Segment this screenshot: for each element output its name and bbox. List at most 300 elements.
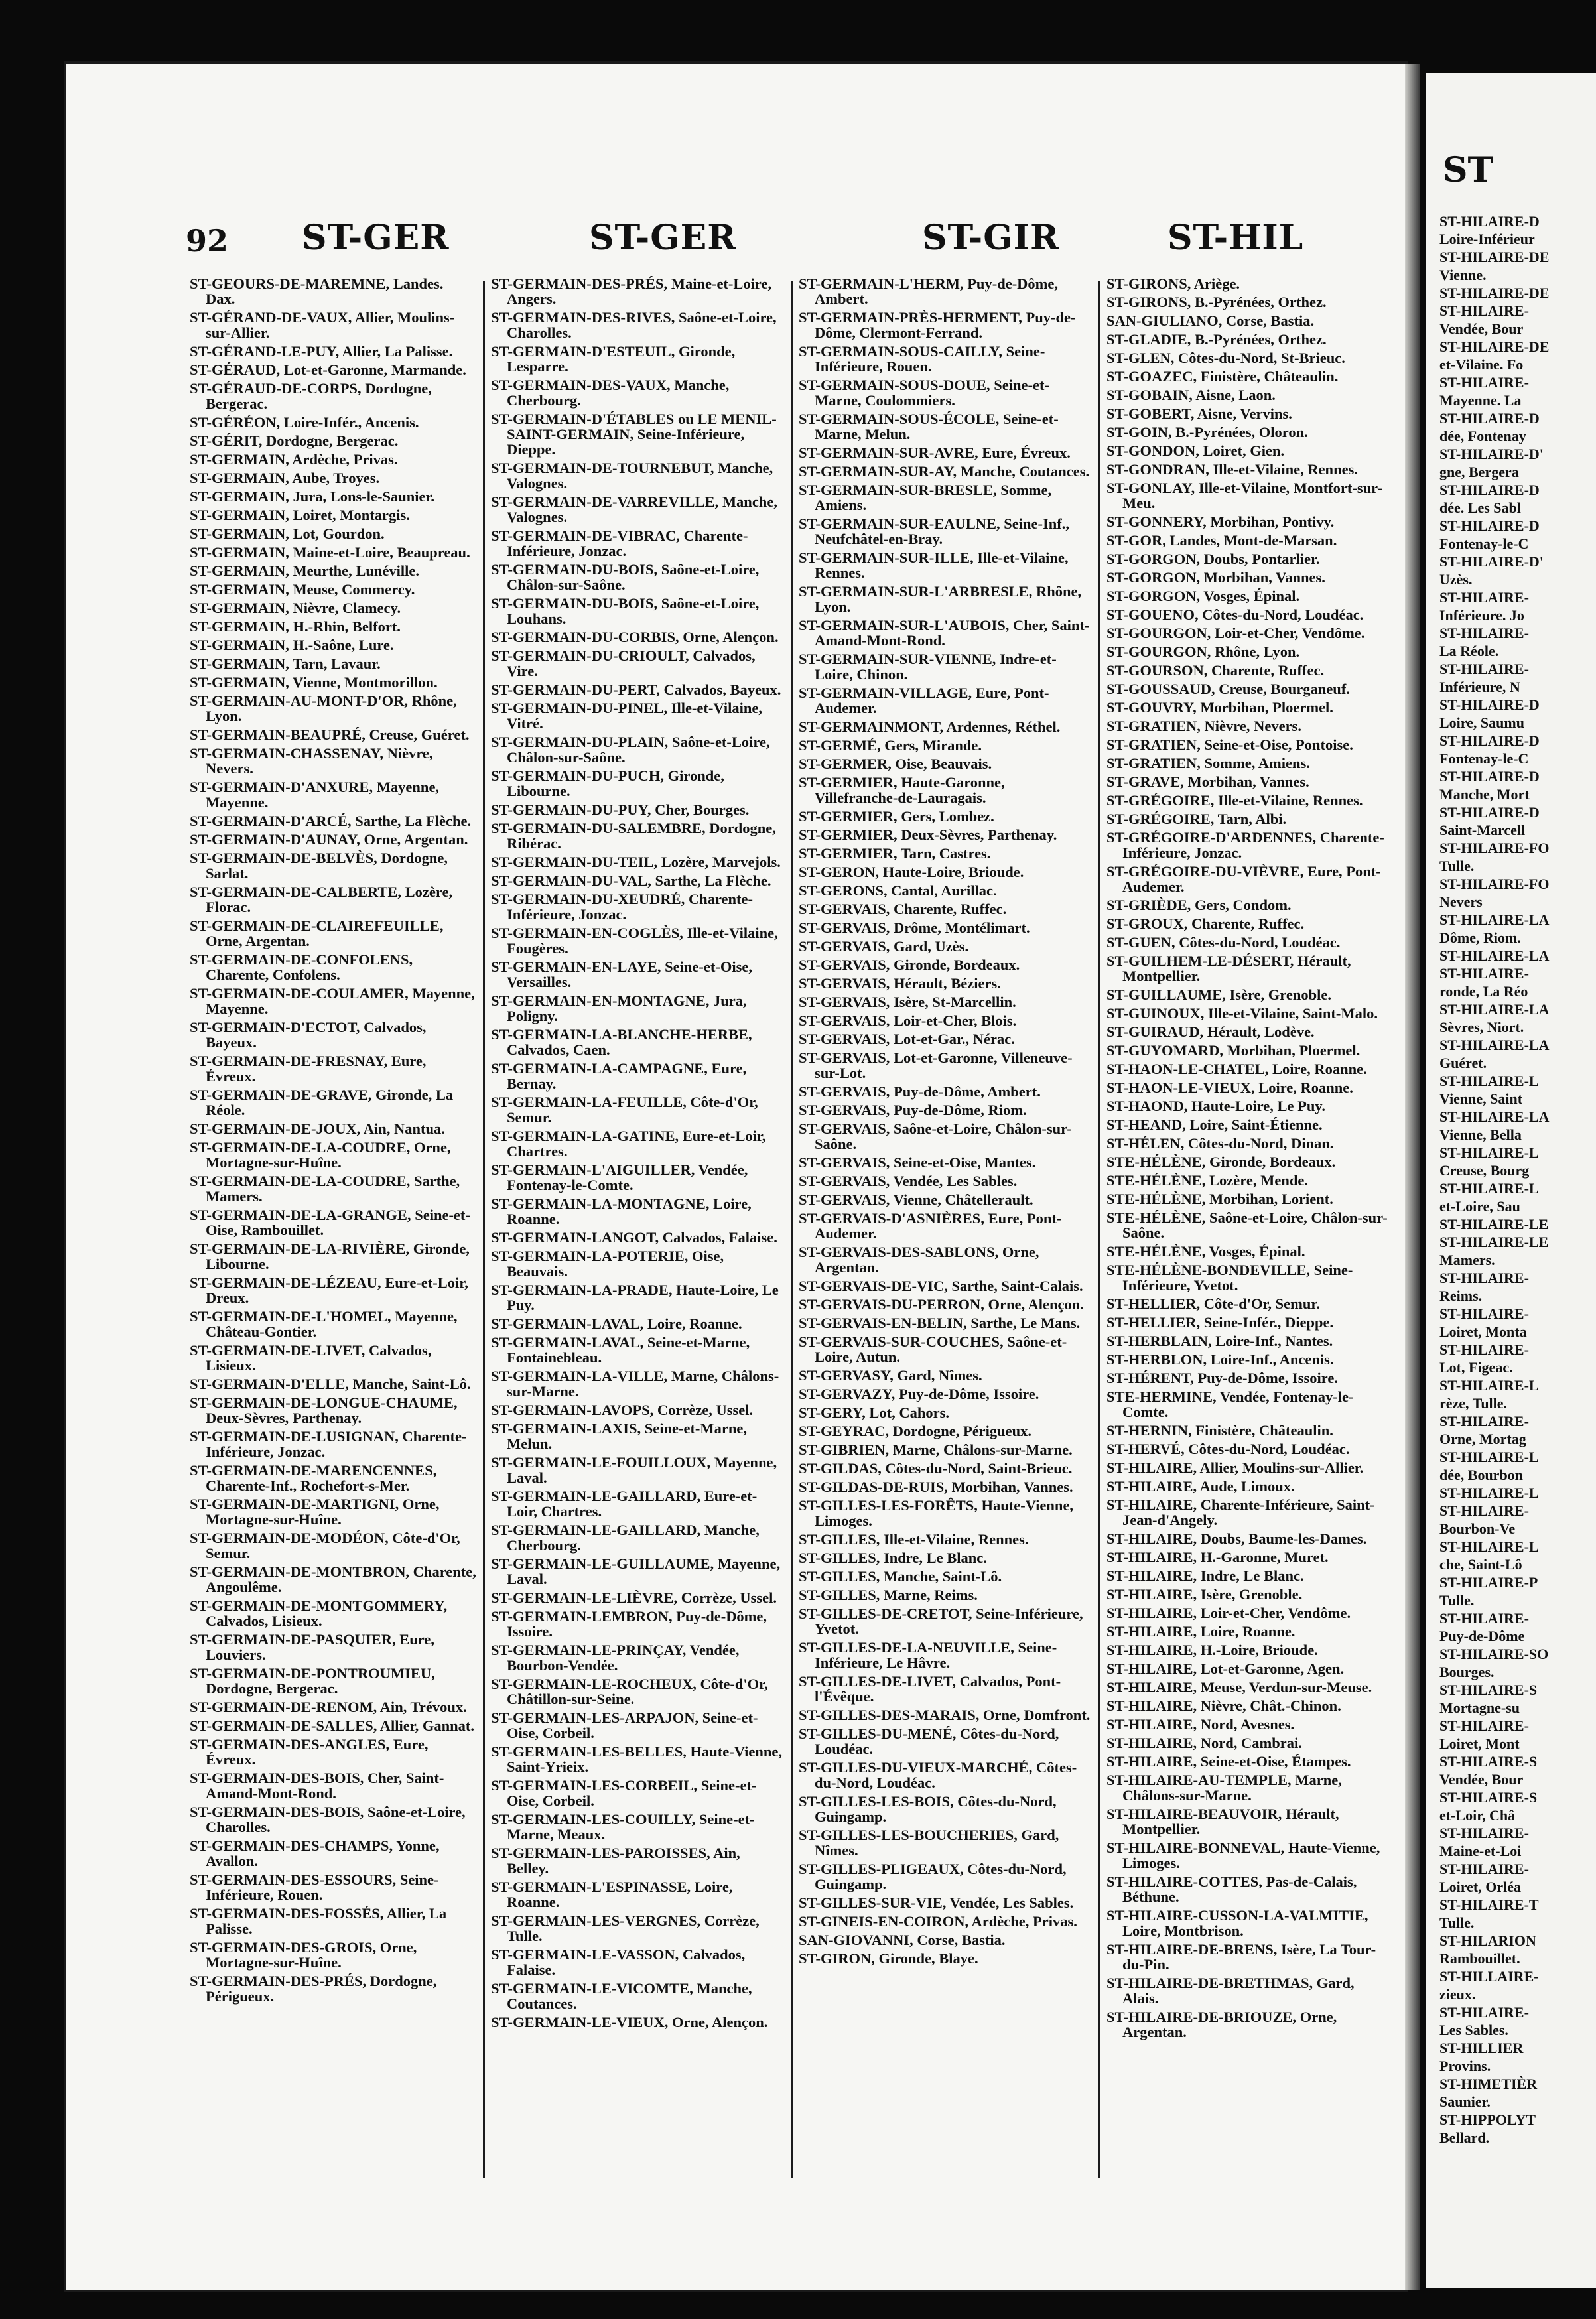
adjacent-page-line: ST-HILAIRE-P [1439,1574,1538,1591]
adjacent-page-line: et-Loir, Châ [1439,1807,1516,1823]
gazetteer-entry: ST-GERMAINMONT, Ardennes, Réthel. [799,718,1061,735]
gazetteer-entry: ST-GILLES-PLIGEAUX, Côtes-du-Nord, Guingamp. [799,1861,1067,1892]
gazetteer-entry: ST-GERMAIN-PRÈS-HERMENT, Puy-de-Dôme, Clermont-Ferrand. [799,309,1076,341]
gazetteer-entry: ST-GERONS, Cantal, Aurillac. [799,882,997,899]
gazetteer-entry: ST-HÉLEN, Côtes-du-Nord, Dinan. [1106,1135,1334,1152]
gazetteer-entry: ST-HILAIRE, Lot-et-Garonne, Agen. [1106,1660,1345,1677]
gazetteer-entry: ST-GERMAIN-SOUS-DOUE, Seine-et-Marne, Coulommiers. [799,377,1049,409]
gazetteer-entry: ST-GERMAIN-LE-GAILLARD, Eure-et-Loir, Chartres. [491,1488,758,1520]
adjacent-page-line: ST-HILAIRE-SO [1439,1646,1549,1662]
adjacent-page-line: ST-HILAIRE-LA [1439,1001,1550,1018]
adjacent-page-line: ST-HILAIRE-D [1439,732,1540,749]
gazetteer-entry: ST-HERBLAIN, Loire-Inf., Nantes. [1106,1333,1333,1349]
adjacent-page-line: ST-HILAIRE-S [1439,1753,1538,1770]
gazetteer-entry: ST-GERMAIN-LE-VIEUX, Orne, Alençon. [491,2014,768,2030]
gazetteer-entry: ST-GERVAIS, Puy-de-Dôme, Ambert. [799,1083,1041,1100]
gazetteer-entry: ST-GUIRAUD, Hérault, Lodève. [1106,1024,1315,1040]
adjacent-page-line: ST-HILAIRE-S [1439,1682,1538,1698]
adjacent-page [1426,73,1596,2288]
adjacent-page-line: ronde, La Réo [1439,983,1528,1000]
gazetteer-entry: ST-GERMAIN-AU-MONT-D'OR, Rhône, Lyon. [190,693,457,724]
gazetteer-entry: ST-HEAND, Loire, Saint-Étienne. [1106,1116,1323,1133]
gazetteer-entry: ST-GEYRAC, Dordogne, Périgueux. [799,1423,1032,1439]
adjacent-page-line: ST-HILAIRE-DE [1439,338,1550,355]
gazetteer-entry: ST-GERMAIN-DES-GROIS, Orne, Mortagne-sur-Huîne. [190,1939,417,1971]
gazetteer-entry: ST-GERMAIN-DES-VAUX, Manche, Cherbourg. [491,377,730,409]
adjacent-page-line: Saint-Marcell [1439,822,1526,838]
adjacent-page-line: ST-HILAIRE-L [1439,1538,1539,1555]
adjacent-page-line: Orne, Mortag [1439,1431,1526,1447]
adjacent-page-line: ST-HILLAIRE- [1439,1968,1539,1985]
gazetteer-entry: ST-GERMAIN-LA-PRADE, Haute-Loire, Le Puy. [491,1282,779,1313]
adjacent-page-line: ST-HILAIRE- [1439,965,1529,982]
gazetteer-entry: ST-GERMAIN-LE-ROCHEUX, Côte-d'Or, Châtillon-sur-Seine. [491,1676,768,1707]
gazetteer-entry: ST-GERMAIN-LES-COUILLY, Seine-et-Marne, Meaux. [491,1811,755,1843]
gazetteer-entry: ST-HERBLON, Loire-Inf., Ancenis. [1106,1351,1334,1368]
gazetteer-entry: ST-GERY, Lot, Cahors. [799,1404,949,1421]
gazetteer-entry: ST-GERMAIN-LA-GATINE, Eure-et-Loir, Chartres. [491,1128,766,1160]
gazetteer-entry: ST-GERMAIN-CHASSENAY, Nièvre, Nevers. [190,745,433,777]
adjacent-page-line: ST-HILAIRE- [1439,1502,1529,1519]
gazetteer-entry: ST-GERMAIN-LANGOT, Calvados, Falaise. [491,1229,777,1246]
gazetteer-entry: ST-GERVAIS, Loir-et-Cher, Blois. [799,1012,1017,1029]
adjacent-page-line: Bellard. [1439,2129,1490,2146]
gazetteer-entry: ST-GERMAIN-DE-SALLES, Allier, Gannat. [190,1717,475,1734]
gazetteer-entry: ST-HILAIRE, Seine-et-Oise, Étampes. [1106,1753,1351,1770]
entry-column-4 [1106,276,1393,2200]
gazetteer-entry: ST-GOIN, B.-Pyrénées, Oloron. [1106,424,1308,440]
gazetteer-entry: ST-GONLAY, Ille-et-Vilaine, Montfort-sur-Meu. [1106,480,1382,511]
gazetteer-entry: ST-HELLIER, Seine-Infér., Dieppe. [1106,1314,1334,1331]
gazetteer-entry: ST-GERMAIN-LAXIS, Seine-et-Marne, Melun. [491,1420,748,1452]
gazetteer-entry: ST-GERMAIN-DE-JOUX, Ain, Nantua. [190,1120,445,1137]
gazetteer-entry: ST-GERMAIN-LA-VILLE, Marne, Châlons-sur-Marne. [491,1368,779,1400]
adjacent-page-line: ST-HILAIRE-DE [1439,249,1550,265]
gazetteer-entry: ST-GERMAIN-DU-VAL, Sarthe, La Flèche. [491,872,771,889]
gazetteer-entry: ST-HILAIRE, Charente-Inférieure, Saint-Jean-d'Angely. [1106,1496,1375,1528]
adjacent-page-line: Bourges. [1439,1664,1495,1680]
gazetteer-entry: ST-GIRON, Gironde, Blaye. [799,1950,978,1967]
gazetteer-entry: ST-GERMAIN-LAVAL, Seine-et-Marne, Fontainebleau. [491,1334,750,1366]
adjacent-page-line: Guéret. [1439,1055,1487,1071]
gazetteer-entry: ST-GÉRAND-LE-PUY, Allier, La Palisse. [190,343,453,360]
gazetteer-entry: ST-GERMAIN-DE-MONTGOMMERY, Calvados, Lisieux. [190,1597,448,1629]
gazetteer-entry: ST-GERMAIN-LEMBRON, Puy-de-Dôme, Issoire. [491,1608,767,1640]
gazetteer-entry: ST-GERMAIN-SUR-BRESLE, Somme, Amiens. [799,482,1052,513]
gazetteer-entry: ST-GIBRIEN, Marne, Châlons-sur-Marne. [799,1441,1073,1458]
adjacent-page-line: Vienne. [1439,267,1487,283]
gazetteer-entry: ST-GOBERT, Aisne, Vervins. [1106,405,1292,422]
gazetteer-entry: ST-GERVAIS, Hérault, Béziers. [799,975,1001,992]
gazetteer-entry: ST-GERMAIN-VILLAGE, Eure, Pont-Audemer. [799,685,1049,716]
gazetteer-entry: ST-GILLES, Indre, Le Blanc. [799,1550,987,1566]
gazetteer-entry: ST-GERMAIN-LAVOPS, Corrèze, Ussel. [491,1402,754,1418]
gazetteer-entry: ST-GUILHEM-LE-DÉSERT, Hérault, Montpellier. [1106,953,1351,984]
gazetteer-entry: ST-GERVAIS, Vienne, Châtellerault. [799,1191,1033,1208]
adjacent-page-line: ST-HILAIRE- [1439,625,1529,641]
gazetteer-entry: ST-GUEN, Côtes-du-Nord, Loudéac. [1106,934,1341,951]
adjacent-page-line: ST-HILAIRE-DE [1439,285,1550,301]
gazetteer-entry: ST-HILAIRE, Meuse, Verdun-sur-Meuse. [1106,1679,1372,1695]
gazetteer-entry: STE-HÉLÈNE, Vosges, Épinal. [1106,1243,1305,1260]
adjacent-page-line: Vendée, Bour [1439,320,1524,337]
gazetteer-entry: ST-GERVAIS-DU-PERRON, Orne, Alençon. [799,1296,1084,1313]
gazetteer-entry: ST-GERMAIN-DES-FOSSÉS, Allier, La Palisse. [190,1905,447,1937]
adjacent-page-line: Inférieure, N [1439,679,1520,695]
gazetteer-entry: ST-GERVAIS, Puy-de-Dôme, Riom. [799,1102,1027,1118]
gazetteer-entry: ST-GOAZEC, Finistère, Châteaulin. [1106,368,1339,385]
adjacent-page-line: Tulle. [1439,1914,1475,1931]
adjacent-page-line: ST-HILAIRE- [1439,661,1529,677]
gazetteer-entry: ST-HILAIRE, H.-Loire, Brioude. [1106,1642,1318,1658]
gazetteer-entry: ST-GERMAIN-LE-VICOMTE, Manche, Coutances. [491,1980,752,2012]
gazetteer-entry: ST-GERMAIN-D'ELLE, Manche, Saint-Lô. [190,1376,471,1392]
gazetteer-entry: ST-GERVAIS-DES-SABLONS, Orne, Argentan. [799,1244,1039,1276]
gazetteer-entry: ST-GÉRÉON, Loire-Infér., Ancenis. [190,414,419,431]
column-header-4: ST-HIL [1167,218,1304,258]
gazetteer-entry: ST-GEOURS-DE-MAREMNE, Landes. Dax. [190,276,444,307]
adjacent-page-line: ST-HILAIRE- [1439,1341,1529,1358]
gazetteer-entry: ST-GERMAIN-LE-FOUILLOUX, Mayenne, Laval. [491,1454,777,1486]
adjacent-page-line: dée, Bourbon [1439,1467,1523,1483]
gazetteer-entry: ST-HILAIRE, Aude, Limoux. [1106,1478,1295,1494]
adjacent-page-line: Dôme, Riom. [1439,929,1521,946]
gazetteer-entry: ST-GILLES-DE-CRETOT, Seine-Inférieure, Yvetot. [799,1605,1083,1637]
adjacent-page-line: ST-HILAIRE- [1439,302,1529,319]
adjacent-page-line: Loire, Saumu [1439,714,1524,731]
adjacent-page-line: ST-HILAIRE- [1439,1861,1529,1877]
adjacent-page-line: ST-HILAIRE- [1439,589,1529,606]
gazetteer-entry: ST-GERMAIN-D'ECTOT, Calvados, Bayeux. [190,1019,427,1051]
adjacent-page-line: et-Loire, Sau [1439,1198,1520,1215]
gazetteer-entry: ST-GÉRIT, Dordogne, Bergerac. [190,432,399,449]
gazetteer-entry: ST-GERMAIN-LAVAL, Loire, Roanne. [491,1315,742,1332]
gazetteer-entry: ST-GOURGON, Rhône, Lyon. [1106,643,1300,660]
gazetteer-entry: ST-GLEN, Côtes-du-Nord, St-Brieuc. [1106,350,1345,366]
page-edge-shadow [1405,64,1420,2290]
gazetteer-entry: ST-GILLES-DU-MENÉ, Côtes-du-Nord, Loudéac. [799,1725,1059,1757]
gazetteer-entry: ST-GERMAIN-DU-CORBIS, Orne, Alençon. [491,629,779,645]
gazetteer-entry: ST-GERMAIN-DU-SALEMBRE, Dordogne, Ribérac. [491,820,776,852]
adjacent-page-line: et-Vilaine. Fo [1439,356,1524,373]
gazetteer-entry: ST-GERMAIN-LA-POTERIE, Oise, Beauvais. [491,1248,724,1280]
gazetteer-entry: ST-GERMAIN-DE-CLAIREFEUILLE, Orne, Argentan. [190,917,444,949]
gazetteer-entry: ST-GILLES-DE-LIVET, Calvados, Pont-l'Évêque. [799,1673,1061,1705]
adjacent-page-line: che, Saint-Lô [1439,1556,1522,1573]
gazetteer-entry: ST-GERMAIN-LA-MONTAGNE, Loire, Roanne. [491,1195,752,1227]
gazetteer-entry: ST-GOR, Landes, Mont-de-Marsan. [1106,532,1337,549]
gazetteer-entry: ST-GERMÉ, Gers, Mirande. [799,737,982,754]
gazetteer-entry: ST-HILAIRE, H.-Garonne, Muret. [1106,1549,1329,1565]
gazetteer-entry: ST-GERVAIS, Gironde, Bordeaux. [799,957,1020,973]
adjacent-page-line: Tulle. [1439,858,1475,874]
gazetteer-entry: SAN-GIOVANNI, Corse, Bastia. [799,1932,1006,1948]
gazetteer-entry: ST-GERMAIN-DE-LIVET, Calvados, Lisieux. [190,1342,432,1374]
adjacent-page-line: ST-HILAIRE-LA [1439,911,1550,928]
gazetteer-entry: ST-HILAIRE, Nièvre, Chât.-Chinon. [1106,1697,1341,1714]
gazetteer-entry: ST-GERMAIN-L'HERM, Puy-de-Dôme, Ambert. [799,276,1059,307]
gazetteer-entry: ST-GERMAIN-EN-COGLÈS, Ille-et-Vilaine, Fougères. [491,925,778,957]
adjacent-page-line: ST-HIMETIÈR [1439,2076,1538,2092]
gazetteer-entry: ST-GERMAIN, Meurthe, Lunéville. [190,563,420,579]
column-header-1: ST-GER [302,218,450,258]
gazetteer-entry: ST-GILDAS, Côtes-du-Nord, Saint-Brieuc. [799,1460,1073,1477]
adjacent-page-line: ST-HILAIRE- [1439,1717,1529,1734]
adjacent-page-column [1439,214,1596,2148]
gazetteer-entry: ST-GILLES-LES-BOIS, Côtes-du-Nord, Guingamp. [799,1793,1057,1825]
gazetteer-entry: ST-GERMAIN-DE-LUSIGNAN, Charente-Inférieure, Jonzac. [190,1428,467,1460]
gazetteer-entry: ST-GERMAIN-DE-VARREVILLE, Manche, Valognes. [491,494,777,525]
gazetteer-entry: ST-GUINOUX, Ille-et-Vilaine, Saint-Malo. [1106,1005,1378,1022]
gazetteer-entry: ST-GERMAIN-LE-GAILLARD, Manche, Cherbourg. [491,1522,760,1554]
gazetteer-entry: STE-HÉLÈNE, Saône-et-Loire, Châlon-sur-Saône. [1106,1209,1388,1241]
gazetteer-entry: ST-GROUX, Charente, Ruffec. [1106,915,1305,932]
gazetteer-entry: ST-GERVAIS, Seine-et-Oise, Mantes. [799,1154,1036,1171]
gazetteer-entry: ST-GERMAIN-DU-PUCH, Gironde, Libourne. [491,767,724,799]
entry-column-3 [799,276,1091,2200]
adjacent-page-line: Provins. [1439,2058,1491,2074]
column-header-3: ST-GIR [922,218,1060,258]
gazetteer-entry: ST-GERVAIS, Saône-et-Loire, Châlon-sur-Saône. [799,1120,1072,1152]
gazetteer-entry: ST-GERMAIN-SOUS-ÉCOLE, Seine-et-Marne, Melun. [799,411,1059,442]
gazetteer-entry: ST-GERMAIN-DE-PONTROUMIEU, Dordogne, Bergerac. [190,1665,435,1697]
gazetteer-entry: ST-HERNIN, Finistère, Châteaulin. [1106,1422,1333,1439]
adjacent-page-line: ST-HILAIRE-D [1439,482,1540,498]
gazetteer-entry: ST-GERMIER, Haute-Garonne, Villefranche-de-Lauragais. [799,774,1005,806]
gazetteer-entry: ST-GERMAIN, Aube, Troyes. [190,470,380,486]
adjacent-page-line: ST-HILAIRE- [1439,1270,1529,1286]
gazetteer-entry: ST-GILLES, Marne, Reims. [799,1587,978,1603]
gazetteer-entry: ST-GERMAIN-LA-CAMPAGNE, Eure, Bernay. [491,1060,747,1092]
adjacent-page-line: ST-HILAIRE-D [1439,517,1540,534]
gazetteer-entry: ST-GERVAZY, Puy-de-Dôme, Issoire. [799,1386,1039,1402]
gazetteer-entry: ST-GRAVE, Morbihan, Vannes. [1106,773,1309,790]
gazetteer-entry: ST-GOURGON, Loir-et-Cher, Vendôme. [1106,625,1365,641]
adjacent-page-line: rèze, Tulle. [1439,1395,1508,1412]
gazetteer-entry: ST-GERMAIN, Lot, Gourdon. [190,525,385,542]
adjacent-page-line: ST-HILAIRE- [1439,1610,1529,1626]
adjacent-page-line: Puy-de-Dôme [1439,1628,1525,1644]
adjacent-page-line: ST-HILAIRE- [1439,2004,1529,2021]
adjacent-page-line: Les Sables. [1439,2022,1508,2038]
gazetteer-entry: ST-GERMAIN-DE-CALBERTE, Lozère, Florac. [190,884,453,915]
gazetteer-entry: ST-GERMAIN-LE-GUILLAUME, Mayenne, Laval. [491,1556,781,1587]
adjacent-page-line: Vendée, Bour [1439,1771,1524,1788]
gazetteer-entry: ST-HILAIRE-DE-BRIOUZE, Orne, Argentan. [1106,2009,1337,2040]
adjacent-page-line: Creuse, Bourg [1439,1162,1530,1179]
gazetteer-entry: ST-GERMAIN-SUR-EAULNE, Seine-Inf., Neufchâtel-en-Bray. [799,515,1069,547]
gazetteer-entry: ST-GERMIER, Tarn, Castres. [799,845,991,862]
gazetteer-entry: ST-GERMAIN, Maine-et-Loire, Beaupreau. [190,544,470,561]
gazetteer-entry: ST-GERMAIN-DES-PRÉS, Maine-et-Loire, Angers. [491,276,772,307]
adjacent-page-line: ST-HILAIRE-LA [1439,1108,1550,1125]
gazetteer-entry: ST-HILAIRE-AU-TEMPLE, Marne, Châlons-sur-Marne. [1106,1772,1342,1804]
gazetteer-entry: ST-GERMAIN-LES-PAROISSES, Ain, Belley. [491,1845,740,1877]
gazetteer-entry: ST-GERVAIS, Gard, Uzès. [799,938,969,955]
gazetteer-entry: ST-GERMAIN-DES-BOIS, Cher, Saint-Amand-Mont-Rond. [190,1770,444,1802]
gazetteer-entry: ST-GILLES-DES-MARAIS, Orne, Domfront. [799,1707,1091,1723]
adjacent-page-line: ST-HILAIRE- [1439,1413,1529,1429]
gazetteer-entry: ST-GRÉGOIRE-D'ARDENNES, Charente-Inférieure, Jonzac. [1106,829,1384,861]
adjacent-page-line: ST-HILAIRE-D [1439,213,1540,230]
gazetteer-entry: ST-GERMAIN-LES-VERGNES, Corrèze, Tulle. [491,1912,760,1944]
gazetteer-entry: ST-GERMAIN-DU-XEUDRÉ, Charente-Inférieure, Jonzac. [491,891,754,923]
gazetteer-entry: STE-HÉLÈNE, Gironde, Bordeaux. [1106,1154,1336,1170]
gazetteer-entry: STE-HÉLÈNE, Lozère, Mende. [1106,1172,1308,1189]
gazetteer-entry: ST-GONDRAN, Ille-et-Vilaine, Rennes. [1106,461,1358,478]
gazetteer-entry: ST-GERON, Haute-Loire, Brioude. [799,864,1024,880]
gazetteer-entry: ST-GERVASY, Gard, Nîmes. [799,1367,982,1384]
gazetteer-entry: ST-HAON-LE-VIEUX, Loire, Roanne. [1106,1079,1353,1096]
entry-column-1 [190,276,476,2200]
adjacent-page-line: ST-HILLIER [1439,2040,1524,2056]
gazetteer-entry: ST-GORGON, Vosges, Épinal. [1106,588,1300,604]
gazetteer-entry: ST-HILAIRE, Nord, Avesnes. [1106,1716,1295,1733]
gazetteer-entry: ST-HÉRENT, Puy-de-Dôme, Issoire. [1106,1370,1338,1386]
adjacent-page-line: ST-HILAIRE-T [1439,1896,1539,1913]
gazetteer-entry: ST-GERMAIN-D'ARCÉ, Sarthe, La Flèche. [190,813,472,829]
adjacent-page-line: ST-HIPPOLYT [1439,2111,1536,2128]
gazetteer-entry: ST-HILAIRE, Allier, Moulins-sur-Allier. [1106,1459,1364,1476]
gazetteer-entry: ST-GERMAIN, Jura, Lons-le-Saunier. [190,488,435,505]
adjacent-page-line: ST-HILAIRE-LA [1439,947,1550,964]
adjacent-page-line: ST-HILARION [1439,1932,1536,1949]
adjacent-page-line: ST-HILAIRE-D [1439,410,1540,427]
gazetteer-entry: ST-GERMAIN-EN-MONTAGNE, Jura, Poligny. [491,992,747,1024]
gazetteer-entry: ST-GOUSSAUD, Creuse, Bourganeuf. [1106,681,1350,697]
gazetteer-entry: ST-GERMIER, Gers, Lombez. [799,808,994,825]
adjacent-page-line: Loiret, Mont [1439,1735,1520,1752]
gazetteer-entry: ST-GERMAIN, Tarn, Lavaur. [190,655,381,672]
gazetteer-entry: ST-GORGON, Doubs, Pontarlier. [1106,551,1320,567]
column-rule [483,281,485,2178]
gazetteer-entry: ST-GERMAIN-DU-PLAIN, Saône-et-Loire, Châlon-sur-Saône. [491,734,770,765]
gazetteer-entry: ST-GERMAIN-LE-VASSON, Calvados, Falaise. [491,1946,746,1978]
gazetteer-entry: ST-GERMER, Oise, Beauvais. [799,756,992,772]
gazetteer-entry: ST-GERMAIN-DU-BOIS, Saône-et-Loire, Louhans. [491,595,760,627]
adjacent-page-line: ST-HILAIRE-L [1439,1180,1539,1197]
gazetteer-entry: ST-GERMAIN-DE-CONFOLENS, Charente, Confolens. [190,951,413,983]
gazetteer-entry: ST-GILLES, Manche, Saint-Lô. [799,1568,1002,1585]
gazetteer-entry: ST-GERMAIN-DES-RIVES, Saône-et-Loire, Charolles. [491,309,777,341]
gazetteer-entry: ST-GERMAIN-DE-L'HOMEL, Mayenne, Château-Gontier. [190,1308,458,1340]
adjacent-page-line: Bourbon-Ve [1439,1520,1516,1537]
gazetteer-entry: ST-GRATIEN, Nièvre, Nevers. [1106,718,1301,734]
gazetteer-entry: ST-GERVAIS-DE-VIC, Sarthe, Saint-Calais. [799,1278,1083,1294]
gazetteer-entry: ST-HELLIER, Côte-d'Or, Semur. [1106,1295,1320,1312]
gazetteer-entry: ST-GERMAIN, Nièvre, Clamecy. [190,600,401,616]
adjacent-page-line: ST-HILAIRE-D' [1439,553,1544,570]
gazetteer-entry: STE-HERMINE, Vendée, Fontenay-le-Comte. [1106,1388,1354,1420]
gazetteer-entry: STE-HÉLÈNE-BONDEVILLE, Seine-Inférieure, Yvetot. [1106,1262,1353,1293]
gazetteer-entry: ST-GERMAIN-DE-PASQUIER, Eure, Louviers. [190,1631,434,1663]
gazetteer-entry: ST-GERMAIN-SUR-VIENNE, Indre-et-Loire, Chinon. [799,651,1057,683]
gazetteer-entry: ST-GORGON, Morbihan, Vannes. [1106,569,1325,586]
gazetteer-entry: ST-GILLES-LES-FORÊTS, Haute-Vienne, Limoges. [799,1497,1074,1529]
gazetteer-entry: ST-GOUENO, Côtes-du-Nord, Loudéac. [1106,606,1364,623]
adjacent-page-line: Mortagne-su [1439,1699,1520,1716]
gazetteer-entry: ST-GERMAIN-SUR-AY, Manche, Coutances. [799,463,1090,480]
gazetteer-entry: ST-GILLES, Ille-et-Vilaine, Rennes. [799,1531,1029,1548]
gazetteer-entry: ST-HILAIRE, Nord, Cambrai. [1106,1735,1302,1751]
running-header [66,215,1405,261]
gazetteer-entry: ST-GUILLAUME, Isère, Grenoble. [1106,986,1331,1003]
gazetteer-entry: ST-GONDON, Loiret, Gien. [1106,442,1285,459]
gazetteer-entry: ST-GERVAIS-SUR-COUCHES, Saône-et-Loire, Autun. [799,1333,1067,1365]
gazetteer-entry: ST-GOURSON, Charente, Ruffec. [1106,662,1325,679]
adjacent-page-line: zieux. [1439,1986,1476,2003]
adjacent-page-line: ST-HILAIRE- [1439,1305,1529,1322]
adjacent-page-line: ST-HILAIRE-D' [1439,446,1544,462]
adjacent-page-line: Loiret, Orléa [1439,1879,1521,1895]
gazetteer-entry: ST-GERVAIS-EN-BELIN, Sarthe, Le Mans. [799,1315,1081,1331]
gazetteer-entry: ST-GERMAIN-EN-LAYE, Seine-et-Oise, Versailles. [491,959,752,990]
gazetteer-entry: ST-GERMAIN, Ardèche, Privas. [190,451,398,468]
gazetteer-entry: ST-HILAIRE, Isère, Grenoble. [1106,1586,1303,1603]
gazetteer-entry: ST-HERVÉ, Côtes-du-Nord, Loudéac. [1106,1441,1350,1457]
gazetteer-entry: STE-HÉLÈNE, Morbihan, Lorient. [1106,1191,1333,1207]
adjacent-page-line: ST-HILAIRE-LE [1439,1216,1549,1232]
gazetteer-entry: ST-GERMAIN-DES-ESSOURS, Seine-Inférieure, Rouen. [190,1871,439,1903]
gazetteer-entry: ST-GLADIE, B.-Pyrénées, Orthez. [1106,331,1327,348]
column-rule [1098,281,1100,2178]
gazetteer-entry: ST-GERMAIN-DE-GRAVE, Gironde, La Réole. [190,1087,454,1118]
gazetteer-entry: ST-GERMAIN-BEAUPRÉ, Creuse, Guéret. [190,726,470,743]
gazetteer-entry: ST-GILLES-DU-VIEUX-MARCHÉ, Côtes-du-Nord, Loudéac. [799,1759,1077,1791]
page-number: 92 [186,223,229,259]
adjacent-page-line: dée, Fontenay [1439,428,1526,444]
gazetteer-entry: ST-GERMAIN-SUR-L'AUBOIS, Cher, Saint-Amand-Mont-Rond. [799,617,1090,649]
gazetteer-entry: ST-GILLES-DE-LA-NEUVILLE, Seine-Inférieure, Le Hâvre. [799,1639,1057,1671]
gazetteer-entry: ST-GERMAIN-DU-TEIL, Lozère, Marvejols. [491,854,781,870]
gazetteer-entry: ST-HILAIRE-DE-BRETHMAS, Gard, Alais. [1106,1975,1355,2007]
gazetteer-entry: SAN-GIULIANO, Corse, Bastia. [1106,312,1315,329]
gazetteer-entry: ST-GERMAIN-D'AUNAY, Orne, Argentan. [190,831,468,848]
gazetteer-entry: ST-GERVAIS, Lot-et-Garonne, Villeneuve-sur-Lot. [799,1049,1073,1081]
adjacent-page-line: ST-HILAIRE-FO [1439,876,1550,892]
gazetteer-entry: ST-GERMAIN-DE-COULAMER, Mayenne, Mayenne. [190,985,475,1017]
gazetteer-entry: ST-GÉRAUD-DE-CORPS, Dordogne, Bergerac. [190,380,432,412]
gazetteer-entry: ST-GERMAIN, Vienne, Montmorillon. [190,674,438,691]
gazetteer-entry: ST-GERMAIN-SOUS-CAILLY, Seine-Inférieure, Rouen. [799,343,1045,375]
gazetteer-entry: ST-HILAIRE, Doubs, Baume-les-Dames. [1106,1530,1367,1547]
adjacent-page-line: Manche, Mort [1439,786,1530,803]
gazetteer-entry: ST-GOBAIN, Aisne, Laon. [1106,387,1276,403]
gazetteer-entry: ST-GERMAIN, H.-Rhin, Belfort. [190,618,401,635]
gazetteer-entry: ST-GERMAIN-DU-CRIOULT, Calvados, Vire. [491,647,756,679]
adjacent-page-line: ST-HILAIRE-L [1439,1144,1539,1161]
gazetteer-entry: ST-GRÉGOIRE-DU-VIÈVRE, Eure, Pont-Audemer. [1106,863,1381,895]
gazetteer-entry: ST-HILAIRE, Loire, Roanne. [1106,1623,1296,1640]
adjacent-page-line: Sèvres, Niort. [1439,1019,1524,1035]
gazetteer-entry: ST-GILDAS-DE-RUIS, Morbihan, Vannes. [799,1479,1073,1495]
gazetteer-entry: ST-GERMAIN-DE-MONTBRON, Charente, Angoulême. [190,1563,476,1595]
adjacent-page-line: ST-HILAIRE-LA [1439,1037,1550,1053]
gazetteer-entry: ST-GIRONS, Ariège. [1106,276,1240,292]
adjacent-page-line: Loire-Inférieur [1439,231,1535,247]
adjacent-page-line: Reims. [1439,1288,1483,1304]
gazetteer-entry: ST-GERMAIN-DU-BOIS, Saône-et-Loire, Châlon-sur-Saône. [491,561,760,593]
gazetteer-entry: ST-GONNERY, Morbihan, Pontivy. [1106,513,1335,530]
gazetteer-entry: ST-HILAIRE-CUSSON-LA-VALMITIE, Loire, Montbrison. [1106,1907,1368,1939]
adjacent-page-line: Uzès. [1439,571,1473,588]
gazetteer-entry: ST-GERMAIN, Meuse, Commercy. [190,581,415,598]
gazetteer-entry: ST-GERMAIN-DES-ANGLES, Eure, Évreux. [190,1736,429,1768]
gazetteer-entry: ST-GERMAIN-SUR-L'ARBRESLE, Rhône, Lyon. [799,583,1082,615]
gazetteer-entry: ST-GERVAIS, Lot-et-Gar., Nérac. [799,1031,1015,1047]
gazetteer-entry: ST-HILAIRE-COTTES, Pas-de-Calais, Béthune. [1106,1873,1357,1905]
gazetteer-entry: ST-GERMAIN-DE-RENOM, Ain, Trévoux. [190,1699,467,1715]
